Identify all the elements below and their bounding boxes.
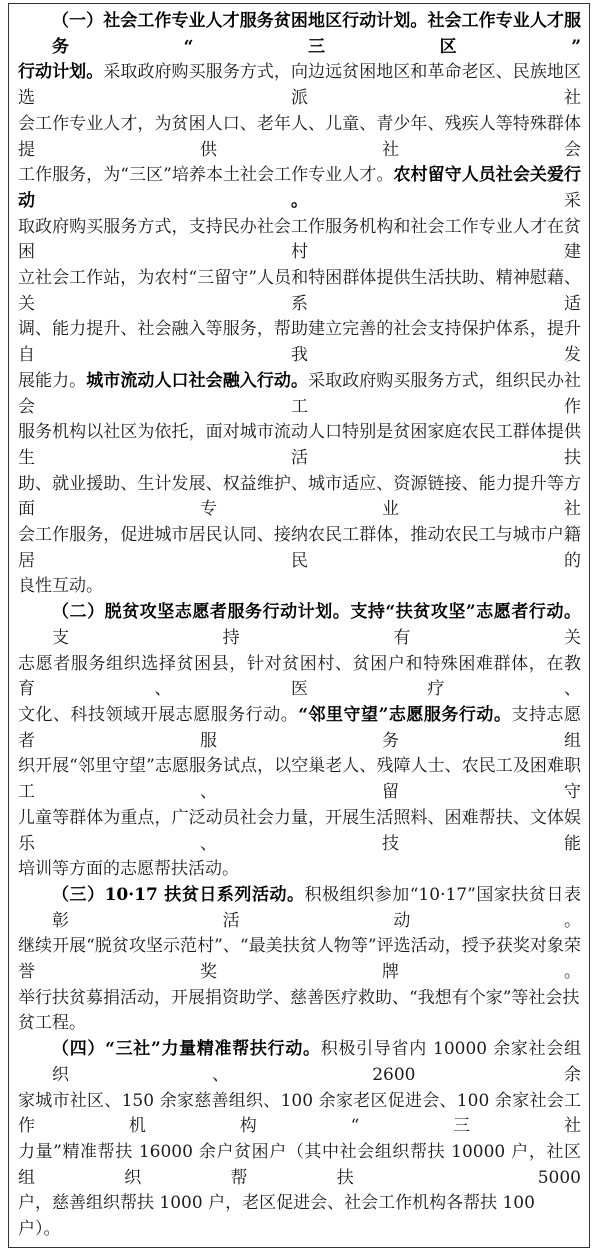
text-line [18, 857, 581, 883]
body-text: 支持志愿者服务组 [18, 704, 581, 751]
text-line [18, 215, 581, 266]
text-line [18, 112, 581, 163]
body-text: 采取政府购买服务方式，组织民办社会工作 [18, 370, 581, 417]
text-line [18, 1140, 581, 1191]
body-text: 户，慈善组织帮扶 1000 户，老区促进会、社会工作机构各帮扶 100 户）。 [18, 1193, 535, 1240]
document-text-box [8, 3, 590, 1248]
bold-heading-text: 城市流动人口社会融入行动。 [86, 370, 309, 391]
text-line [18, 472, 581, 523]
body-text: 良性互动。 [18, 576, 103, 597]
text-line [18, 163, 581, 214]
body-text: 展能力。 [18, 370, 87, 391]
paragraph [18, 9, 581, 600]
text-line [18, 574, 581, 600]
bold-heading-text: （二）脱贫攻坚志愿者服务行动计划。支持“扶贫攻坚”志愿者行动。 [52, 602, 581, 623]
body-text: 会工作服务，促进城市居民认同、接纳农民工群体，推动农民工与城市户籍居民的 [18, 525, 581, 571]
body-text: 会工作专业人才，为贫困人口、老年人、儿童、青少年、残疾人等特殊群体提供社会 [18, 113, 581, 160]
body-text: 培训等方面的志愿帮扶活动。 [18, 859, 239, 880]
text-line [18, 1191, 581, 1242]
text-line [18, 1089, 581, 1140]
bold-heading-text: （四）“三社”力量精准帮扶行动。 [52, 1039, 321, 1060]
bold-heading-text: 农村留守人员社会关爱行动。 [18, 165, 582, 211]
text-line [18, 600, 581, 651]
paragraph [18, 600, 581, 883]
bold-heading-text: 行动计划。 [18, 62, 104, 83]
bold-heading-text: （三）10·17 扶贫日系列活动。 [52, 884, 305, 905]
text-line [18, 369, 581, 420]
bold-heading-text: （一）社会工作专业人才服务贫困地区行动计划。社会工作专业人才服务“三区” [52, 11, 581, 57]
body-text: 服务机构以社区为依托，面对城市流动人口特别是贫困家庭农民工群体提供生活扶 [18, 422, 581, 468]
body-text: 织开展“邻里守望”志愿服务试点，以空巢老人、残障人士、农民工及困难职工、留守 [18, 756, 581, 803]
text-line [18, 806, 581, 857]
text-line [18, 1037, 581, 1088]
bold-heading-text: “邻里守望”志愿服务行动。 [298, 704, 512, 725]
body-text: 采 [564, 190, 581, 211]
body-text: 举行扶贫募捐活动，开展捐资助学、慈善医疗救助、“我想有个家”等社会扶贫工程。 [18, 987, 580, 1034]
text-line [18, 703, 581, 754]
body-text: 积极引导省内 10000 余家社会组织、2600 余 [52, 1039, 581, 1085]
body-text: 立社会工作站，为农村“三留守”人员和特困群体提供生活扶助、精神慰藉、关系适 [18, 268, 581, 314]
text-line [18, 9, 581, 60]
text-line [18, 754, 581, 805]
body-text: 支持有关 [52, 627, 581, 648]
paragraph [18, 883, 581, 1037]
body-text: 工作服务，为“三区”培养本土社会工作专业人才。 [18, 165, 394, 186]
text-line [18, 652, 581, 703]
text-line [18, 523, 581, 574]
body-text: 调、能力提升、社会融入等服务，帮助建立完善的社会支持保护体系，提升自我发 [18, 319, 581, 366]
body-text: 家城市社区、150 余家慈善组织、100 余家老区促进会、100 余家社会工作机构“三社 [18, 1090, 581, 1137]
text-line [18, 934, 581, 985]
body-text: 儿童等群体为重点，广泛动员社会力量，开展生活照料、困难帮扶、文体娱乐、技能 [18, 807, 581, 854]
text-line [18, 986, 581, 1037]
body-text: 取政府购买服务方式，支持民办社会工作服务机构和社会工作专业人才在贫困村建 [18, 216, 581, 263]
text-line [18, 317, 581, 368]
body-text: 文化、科技领域开展志愿服务行动。 [18, 704, 299, 725]
body-text: 继续开展“脱贫攻坚示范村”、“最美扶贫人物等”评选活动，授予获奖对象荣誉奖牌。 [18, 936, 581, 983]
paragraph [18, 1037, 581, 1243]
body-text: 采取政府购买服务方式，向边远贫困地区和革命老区、民族地区选派社 [18, 62, 581, 109]
text-line [18, 266, 581, 317]
body-text: 积极组织参加“10·17”国家扶贫日表彰活动。 [52, 884, 581, 931]
body-text: 志愿者服务组织选择贫困县，针对贫困村、贫困户和特殊困难群体，在教育、医疗、 [18, 653, 581, 700]
body-text: 助、就业援助、生计发展、权益维护、城市适应、资源链接、能力提升等方面专业社 [18, 473, 581, 520]
text-line [18, 60, 581, 111]
text-line [18, 883, 581, 934]
text-line [18, 420, 581, 471]
body-text: 力量”精准帮扶 16000 余户贫困户（其中社会组织帮扶 10000 户，社区组织帮扶 5000 [18, 1141, 581, 1188]
